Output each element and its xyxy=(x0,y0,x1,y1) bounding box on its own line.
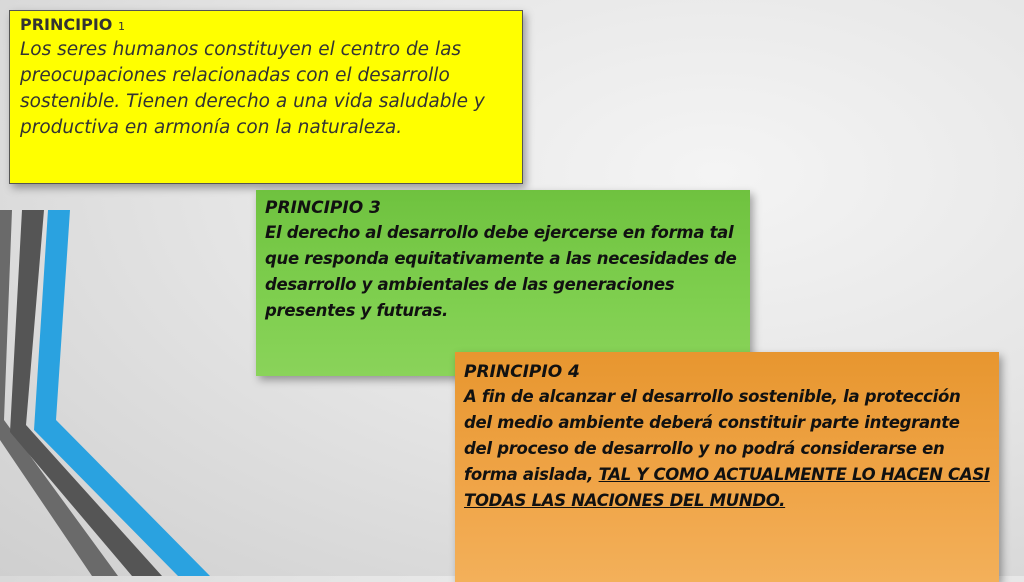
principle-4-body-text: A fin de alcanzar el desarrollo sostenible, la protección del medio ambiente deberá constituir parte integrante del proceso de desarrollo y no podrá considerarse en forma aislada, xyxy=(464,387,961,484)
principle-3-box xyxy=(256,190,750,376)
principle-1-number: 1 xyxy=(117,20,125,33)
principle-3-body: El derecho al desarrollo debe ejercerse en forma tal que responda equitativamente a las necesidades de desarrollo y ambientales de las generaciones presentes y futuras. xyxy=(265,223,737,320)
principle-1-title xyxy=(20,15,514,37)
principle-4-box xyxy=(455,352,999,582)
principle-4-title: PRINCIPIO 4 xyxy=(464,362,580,382)
principle-1-body: Los seres humanos constituyen el centro de las preocupaciones relacionadas con el desarrollo sostenible. Tienen derecho a una vida saludable y productiva en armonía con la naturaleza. xyxy=(20,39,485,138)
principle-4-body-underlined: TAL Y COMO ACTUALMENTE LO HACEN CASI TODAS LAS NACIONES DEL MUNDO. xyxy=(464,465,990,510)
principle-1-title-text: PRINCIPIO xyxy=(20,15,113,34)
principle-1-box xyxy=(9,10,523,184)
principle-3-title: PRINCIPIO 3 xyxy=(265,198,381,218)
principle-4-body xyxy=(464,384,991,514)
